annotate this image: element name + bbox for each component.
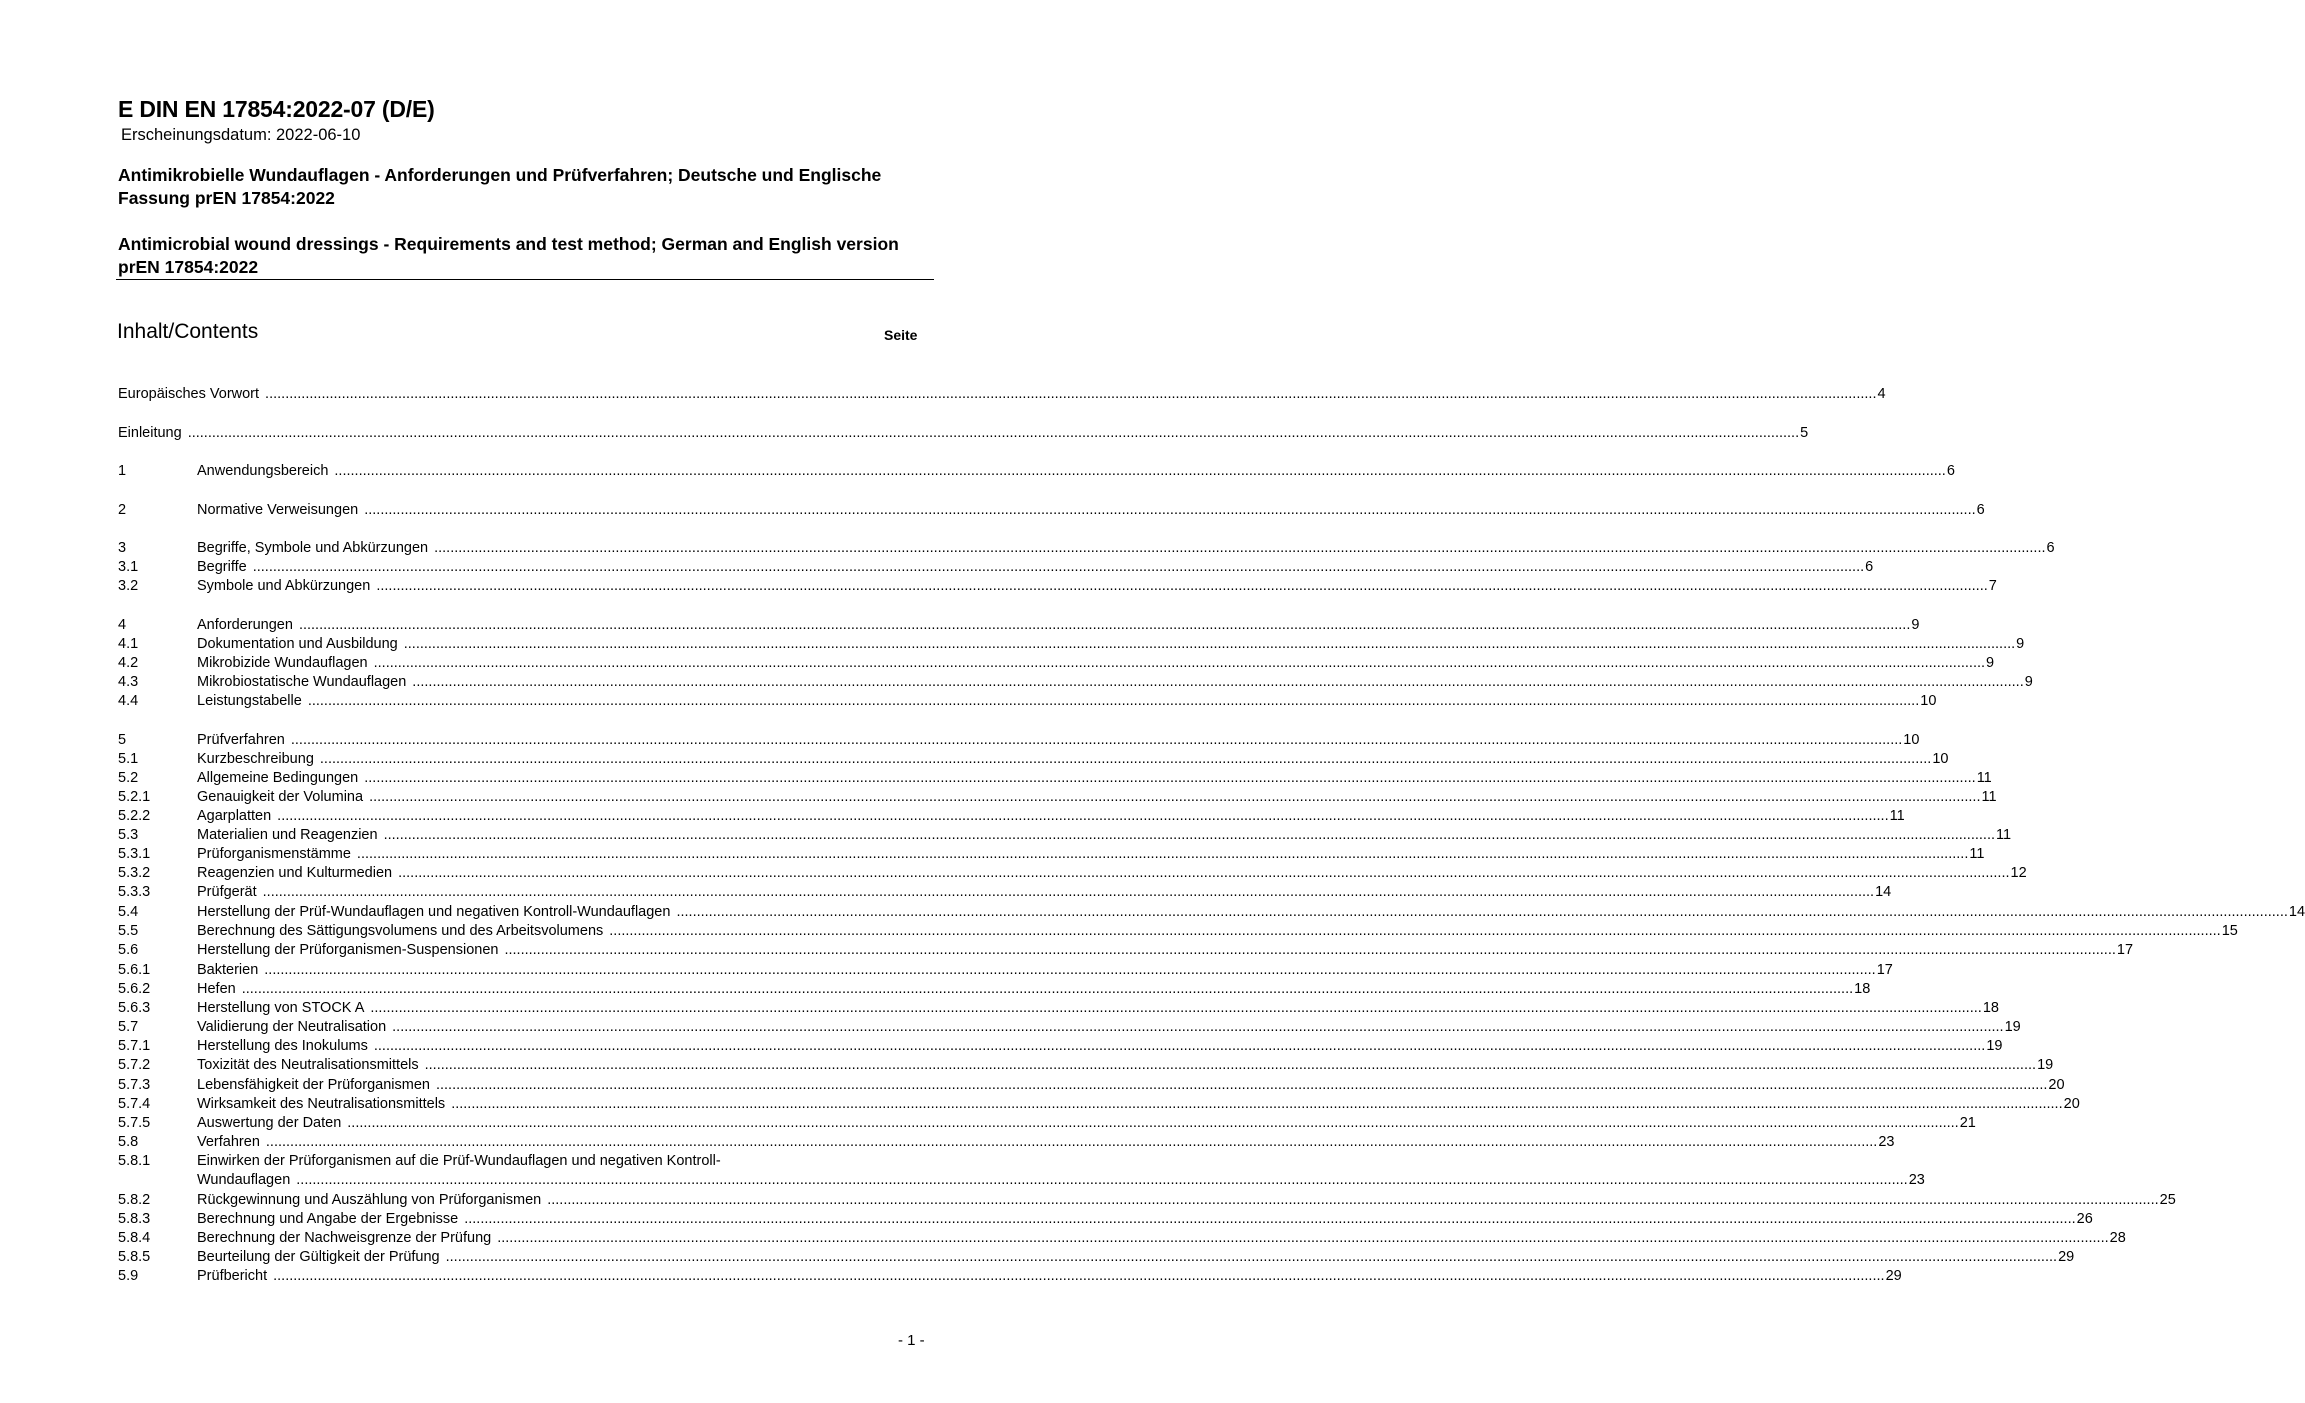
toc-entry-title: Rückgewinnung und Auszählung von Prüforganismen (197, 1192, 542, 1208)
toc-dot-leader: ................................................................................................................................................................................................................................................................................................................................................................................................................ (290, 732, 1903, 748)
toc-entry-title: Anwendungsbereich (197, 463, 329, 479)
toc-entry-page: 9 (2024, 674, 2033, 690)
toc-entry-title: Allgemeine Bedingungen (197, 770, 359, 786)
toc-entry-number: 5.7.2 (118, 1057, 151, 1073)
toc-dot-leader: ................................................................................................................................................................................................................................................................................................................................................................................................................ (609, 923, 2221, 939)
toc-entry-number: 5.2.1 (118, 789, 151, 805)
toc-entry-number: 4.3 (118, 674, 139, 690)
toc-dot-leader: ................................................................................................................................................................................................................................................................................................................................................................................................................ (383, 827, 1996, 843)
toc-entry-number: 5 (118, 732, 127, 748)
toc-dot-leader: ................................................................................................................................................................................................................................................................................................................................................................................................................ (370, 1000, 1982, 1016)
toc-entry-title: Auswertung der Daten (197, 1115, 342, 1131)
toc-entry-number: 2 (118, 502, 127, 518)
toc-entry-title: Materialien und Reagenzien (197, 827, 378, 843)
toc-entry-number: 5.1 (118, 751, 139, 767)
toc-entry-page: 6 (1976, 502, 1985, 518)
toc-entry[interactable] (118, 1152, 921, 1171)
toc-entry[interactable] (118, 673, 2033, 692)
toc-entry-page: 23 (1878, 1134, 1895, 1150)
toc-entry-number: 5.6.1 (118, 962, 151, 978)
toc-entry[interactable] (118, 501, 1985, 520)
toc-entry-number: 5.8.1 (118, 1153, 151, 1169)
toc-dot-leader: ................................................................................................................................................................................................................................................................................................................................................................................................................ (319, 751, 1932, 767)
toc-dot-leader: ................................................................................................................................................................................................................................................................................................................................................................................................................ (451, 1096, 2063, 1112)
toc-entry-page: 10 (1932, 751, 1949, 767)
toc-dot-leader: ................................................................................................................................................................................................................................................................................................................................................................................................................ (241, 981, 1854, 997)
toc-dot-leader: ................................................................................................................................................................................................................................................................................................................................................................................................................ (504, 942, 2116, 958)
toc-entry-title: Berechnung des Sättigungsvolumens und des Arbeitsvolumens (197, 923, 604, 939)
page-column-label: Seite (884, 327, 918, 343)
toc-entry-number: 5.2.2 (118, 808, 151, 824)
toc-entry-page: 17 (1876, 962, 1893, 978)
toc-entry-page: 28 (2109, 1230, 2126, 1246)
toc-entry-title: Wundauflagen (197, 1172, 291, 1188)
toc-entry[interactable] (118, 961, 1893, 980)
toc-entry[interactable] (118, 788, 1997, 807)
toc-entry-page: 11 (1889, 808, 1905, 824)
toc-entry[interactable] (118, 654, 1995, 673)
toc-entry-page: 29 (1885, 1268, 1902, 1284)
toc-entry-page: 11 (1969, 846, 1985, 862)
toc-entry[interactable] (118, 1210, 2093, 1229)
toc-entry-page: 6 (1865, 559, 1874, 575)
toc-entry-title: Prüfgerät (197, 884, 257, 900)
toc-entry-page: 20 (2048, 1077, 2065, 1093)
header-divider (116, 279, 934, 280)
publication-date: Erscheinungsdatum: 2022-06-10 (121, 126, 361, 144)
toc-entry[interactable] (118, 462, 1955, 481)
toc-entry-title: Kurzbeschreibung (197, 751, 314, 767)
toc-entry-page: 14 (1875, 884, 1892, 900)
toc-entry-page: 9 (1986, 655, 1995, 671)
toc-dot-leader: ................................................................................................................................................................................................................................................................................................................................................................................................................ (435, 1077, 2048, 1093)
toc-entry-page: 18 (1854, 981, 1871, 997)
toc-entry-title: Herstellung der Prüf-Wundauflagen und negativen Kontroll-Wundauflagen (197, 904, 671, 920)
toc-entry-title: Begriffe (197, 559, 247, 575)
toc-entry[interactable] (118, 864, 2027, 883)
toc-entry[interactable] (118, 941, 2134, 960)
toc-entry-number: 5.7 (118, 1019, 139, 1035)
toc-entry-title: Prüfverfahren (197, 732, 285, 748)
toc-dot-leader: ................................................................................................................................................................................................................................................................................................................................................................................................................ (547, 1192, 2159, 1208)
toc-dot-leader: ................................................................................................................................................................................................................................................................................................................................................................................................................ (252, 559, 1865, 575)
toc-entry-title: Begriffe, Symbole und Abkürzungen (197, 540, 429, 556)
toc-entry-page: 12 (2010, 865, 2027, 881)
toc-entry-title: Leistungstabelle (197, 693, 302, 709)
title-german: Antimikrobielle Wundauflagen - Anforderungen und Prüfverfahren; Deutsche und Englische Fassung prEN 17854:2022 (118, 165, 882, 208)
toc-entry-number: 5.8.3 (118, 1211, 151, 1227)
toc-entry-page: 6 (1946, 463, 1955, 479)
toc-entry[interactable] (118, 845, 1985, 864)
toc-dot-leader: ................................................................................................................................................................................................................................................................................................................................................................................................................ (347, 1115, 1959, 1131)
page-number: - 1 - (898, 1332, 925, 1349)
toc-entry[interactable] (118, 922, 2238, 941)
toc-entry-number: 4 (118, 617, 127, 633)
toc-entry[interactable] (118, 577, 1997, 596)
toc-entry-title: Berechnung der Nachweisgrenze der Prüfung (197, 1230, 492, 1246)
toc-entry-title: Beurteilung der Gültigkeit der Prüfung (197, 1249, 440, 1265)
toc-dot-leader: ................................................................................................................................................................................................................................................................................................................................................................................................................ (364, 502, 1976, 518)
toc-entry[interactable] (118, 883, 1892, 902)
toc-entry-title: Wirksamkeit des Neutralisationsmittels (197, 1096, 446, 1112)
toc-entry-title: Toxizität des Neutralisationsmittels (197, 1057, 419, 1073)
toc-entry-number: 5.4 (118, 904, 139, 920)
toc-entry-page: 29 (2058, 1249, 2075, 1265)
toc-dot-leader: ................................................................................................................................................................................................................................................................................................................................................................................................................ (307, 693, 1920, 709)
toc-entry-title: Mikrobizide Wundauflagen (197, 655, 368, 671)
toc-dot-leader: ................................................................................................................................................................................................................................................................................................................................................................................................................ (376, 578, 1988, 594)
toc-entry[interactable] (118, 999, 1999, 1018)
toc-dot-leader: ................................................................................................................................................................................................................................................................................................................................................................................................................ (265, 386, 1877, 402)
toc-entry[interactable] (118, 558, 1874, 577)
toc-entry[interactable] (118, 750, 1949, 769)
toc-entry-page: 19 (2037, 1057, 2054, 1073)
toc-dot-leader: ................................................................................................................................................................................................................................................................................................................................................................................................................ (392, 1019, 2004, 1035)
toc-entry-page: 20 (2063, 1096, 2080, 1112)
toc-entry-page: 11 (1996, 827, 2012, 843)
toc-entry-number: 5.8.5 (118, 1249, 151, 1265)
toc-dot-leader: ................................................................................................................................................................................................................................................................................................................................................................................................................ (364, 770, 1976, 786)
toc-entry[interactable] (118, 616, 1920, 635)
toc-entry-page: 11 (1981, 789, 1997, 805)
toc-entry-number: 5.9 (118, 1268, 139, 1284)
toc-entry-page: 26 (2076, 1211, 2093, 1227)
toc-entry-page: 15 (2221, 923, 2238, 939)
toc-entry[interactable] (118, 1037, 2003, 1056)
toc-dot-leader: ................................................................................................................................................................................................................................................................................................................................................................................................................ (264, 962, 1876, 978)
toc-entry[interactable] (118, 539, 2055, 558)
toc-entry[interactable] (118, 385, 1886, 404)
toc-entry[interactable] (118, 1133, 1895, 1152)
toc-entry[interactable] (118, 807, 1905, 826)
toc-entry-title: Bakterien (197, 962, 259, 978)
toc-entry[interactable] (118, 1229, 2126, 1248)
toc-entry-number: 5.7.4 (118, 1096, 151, 1112)
toc-entry[interactable] (118, 980, 1871, 999)
toc-entry[interactable] (118, 903, 2305, 922)
toc-dot-leader: ................................................................................................................................................................................................................................................................................................................................................................................................................ (398, 865, 2010, 881)
toc-dot-leader: ................................................................................................................................................................................................................................................................................................................................................................................................................ (334, 463, 1946, 479)
toc-entry-page: 21 (1959, 1115, 1976, 1131)
toc-entry-title: Prüforganismenstämme (197, 846, 351, 862)
toc-entry-number: 5.7.5 (118, 1115, 151, 1131)
toc-dot-leader: ................................................................................................................................................................................................................................................................................................................................................................................................................ (464, 1211, 2076, 1227)
toc-dot-leader: ................................................................................................................................................................................................................................................................................................................................................................................................................ (369, 789, 1981, 805)
toc-entry[interactable] (118, 635, 2025, 654)
toc-entry-number: 3 (118, 540, 127, 556)
toc-entry-number: 5.3.1 (118, 846, 151, 862)
toc-entry-number: 4.2 (118, 655, 139, 671)
toc-dot-leader: ................................................................................................................................................................................................................................................................................................................................................................................................................ (187, 425, 1800, 441)
toc-entry-page: 7 (1988, 578, 1997, 594)
toc-entry[interactable] (118, 424, 1809, 443)
toc-entry-page: 5 (1800, 425, 1809, 441)
toc-entry-title: Anforderungen (197, 617, 293, 633)
toc-dot-leader: ................................................................................................................................................................................................................................................................................................................................................................................................................ (434, 540, 2046, 556)
toc-dot-leader: ................................................................................................................................................................................................................................................................................................................................................................................................................ (262, 884, 1875, 900)
toc-entry-number: 5.8 (118, 1134, 139, 1150)
toc-entry[interactable] (118, 1248, 2075, 1267)
toc-entry[interactable] (118, 1076, 2065, 1095)
toc-dot-leader: ................................................................................................................................................................................................................................................................................................................................................................................................................ (424, 1057, 2037, 1073)
toc-entry-page: 11 (1976, 770, 1992, 786)
toc-entry-title: Dokumentation und Ausbildung (197, 636, 398, 652)
toc-entry-number: 5.3.2 (118, 865, 151, 881)
toc-entry-number: 5.6 (118, 942, 139, 958)
toc-entry-title: Herstellung des Inokulums (197, 1038, 368, 1054)
toc-entry-page: 19 (1986, 1038, 2003, 1054)
toc-entry-number: 5.8.4 (118, 1230, 151, 1246)
toc-entry[interactable] (118, 769, 1992, 788)
toc-entry[interactable] (118, 1114, 1976, 1133)
toc-entry-title: Symbole und Abkürzungen (197, 578, 371, 594)
toc-entry-number: 4.4 (118, 693, 139, 709)
toc-entry[interactable] (118, 826, 2012, 845)
title-english: Antimicrobial wound dressings - Requirements and test method; German and English version prEN 17854:2022 (118, 234, 899, 277)
toc-entry-page: 6 (2046, 540, 2055, 556)
toc-dot-leader: ................................................................................................................................................................................................................................................................................................................................................................................................................ (403, 636, 2016, 652)
toc-entry-number: 5.7.3 (118, 1077, 151, 1093)
toc-entry[interactable] (118, 1171, 1925, 1190)
toc-entry-number: 3.2 (118, 578, 139, 594)
toc-entry-title: Reagenzien und Kulturmedien (197, 865, 393, 881)
toc-entry-number: 5.5 (118, 923, 139, 939)
toc-entry-title: Einleitung (118, 425, 182, 441)
toc-entry-page: 9 (2016, 636, 2025, 652)
toc-entry-title: Herstellung der Prüforganismen-Suspensionen (197, 942, 499, 958)
toc-entry[interactable] (118, 1095, 2080, 1114)
toc-entry[interactable] (118, 1056, 2054, 1075)
toc-entry-number: 5.3 (118, 827, 139, 843)
toc-entry[interactable] (118, 692, 1937, 711)
toc-entry-number: 5.3.3 (118, 884, 151, 900)
toc-entry-title: Agarplatten (197, 808, 272, 824)
toc-dot-leader: ................................................................................................................................................................................................................................................................................................................................................................................................................ (296, 1172, 1908, 1188)
toc-entry[interactable] (118, 1191, 2176, 1210)
toc-entry-number: 5.7.1 (118, 1038, 151, 1054)
toc-entry[interactable] (118, 1267, 1902, 1286)
toc-entry-page: 18 (1982, 1000, 1999, 1016)
toc-entry-page: 23 (1908, 1172, 1925, 1188)
toc-entry-page: 10 (1903, 732, 1920, 748)
toc-dot-leader: ................................................................................................................................................................................................................................................................................................................................................................................................................ (277, 808, 1889, 824)
toc-dot-leader: ................................................................................................................................................................................................................................................................................................................................................................................................................ (676, 904, 2288, 920)
toc-dot-leader: ................................................................................................................................................................................................................................................................................................................................................................................................................ (273, 1268, 1885, 1284)
toc-entry-number: 5.6.3 (118, 1000, 151, 1016)
toc-entry-number: 1 (118, 463, 127, 479)
toc-entry[interactable] (118, 731, 1920, 750)
contents-heading: Inhalt/Contents (117, 320, 259, 343)
toc-dot-leader: ................................................................................................................................................................................................................................................................................................................................................................................................................ (373, 1038, 1986, 1054)
toc-dot-leader: ................................................................................................................................................................................................................................................................................................................................................................................................................ (356, 846, 1969, 862)
toc-entry-title: Berechnung und Angabe der Ergebnisse (197, 1211, 459, 1227)
toc-entry-title: Prüfbericht (197, 1268, 268, 1284)
toc-entry-title: Verfahren (197, 1134, 260, 1150)
toc-entry-title: Genauigkeit der Volumina (197, 789, 364, 805)
toc-dot-leader: ................................................................................................................................................................................................................................................................................................................................................................................................................ (412, 674, 2024, 690)
toc-entry-title: Lebensfähigkeit der Prüforganismen (197, 1077, 430, 1093)
toc-dot-leader: ................................................................................................................................................................................................................................................................................................................................................................................................................ (373, 655, 1986, 671)
toc-entry-title: Europäisches Vorwort (118, 386, 260, 402)
document-id: E DIN EN 17854:2022-07 (D/E) (118, 96, 435, 122)
toc-entry-title: Normative Verweisungen (197, 502, 359, 518)
toc-entry-number: 4.1 (118, 636, 139, 652)
toc-entry-number: 5.2 (118, 770, 139, 786)
toc-entry-page: 4 (1877, 386, 1886, 402)
toc-entry-title: Validierung der Neutralisation (197, 1019, 387, 1035)
toc-entry-page: 10 (1920, 693, 1937, 709)
toc-entry-page: 9 (1911, 617, 1920, 633)
toc-dot-leader: ................................................................................................................................................................................................................................................................................................................................................................................................................ (497, 1230, 2109, 1246)
toc-entry-page: 14 (2288, 904, 2305, 920)
toc-entry-number: 3.1 (118, 559, 139, 575)
toc-entry-page: 17 (2116, 942, 2134, 958)
toc-entry-title: Einwirken der Prüforganismen auf die Prüf-Wundauflagen und negativen Kontroll- (197, 1153, 721, 1169)
toc-entry-page: 25 (2159, 1192, 2176, 1208)
toc-entry-title: Hefen (197, 981, 236, 997)
toc-entry[interactable] (118, 1018, 2021, 1037)
toc-entry-title: Herstellung von STOCK A (197, 1000, 365, 1016)
toc-entry-number: 5.8.2 (118, 1192, 151, 1208)
toc-entry-title: Mikrobiostatische Wundauflagen (197, 674, 407, 690)
toc-entry-number: 5.6.2 (118, 981, 151, 997)
toc-entry-page: 19 (2004, 1019, 2021, 1035)
toc-dot-leader: ................................................................................................................................................................................................................................................................................................................................................................................................................ (445, 1249, 2058, 1265)
toc-dot-leader: ................................................................................................................................................................................................................................................................................................................................................................................................................ (298, 617, 1911, 633)
toc-dot-leader: ................................................................................................................................................................................................................................................................................................................................................................................................................ (265, 1134, 1878, 1150)
